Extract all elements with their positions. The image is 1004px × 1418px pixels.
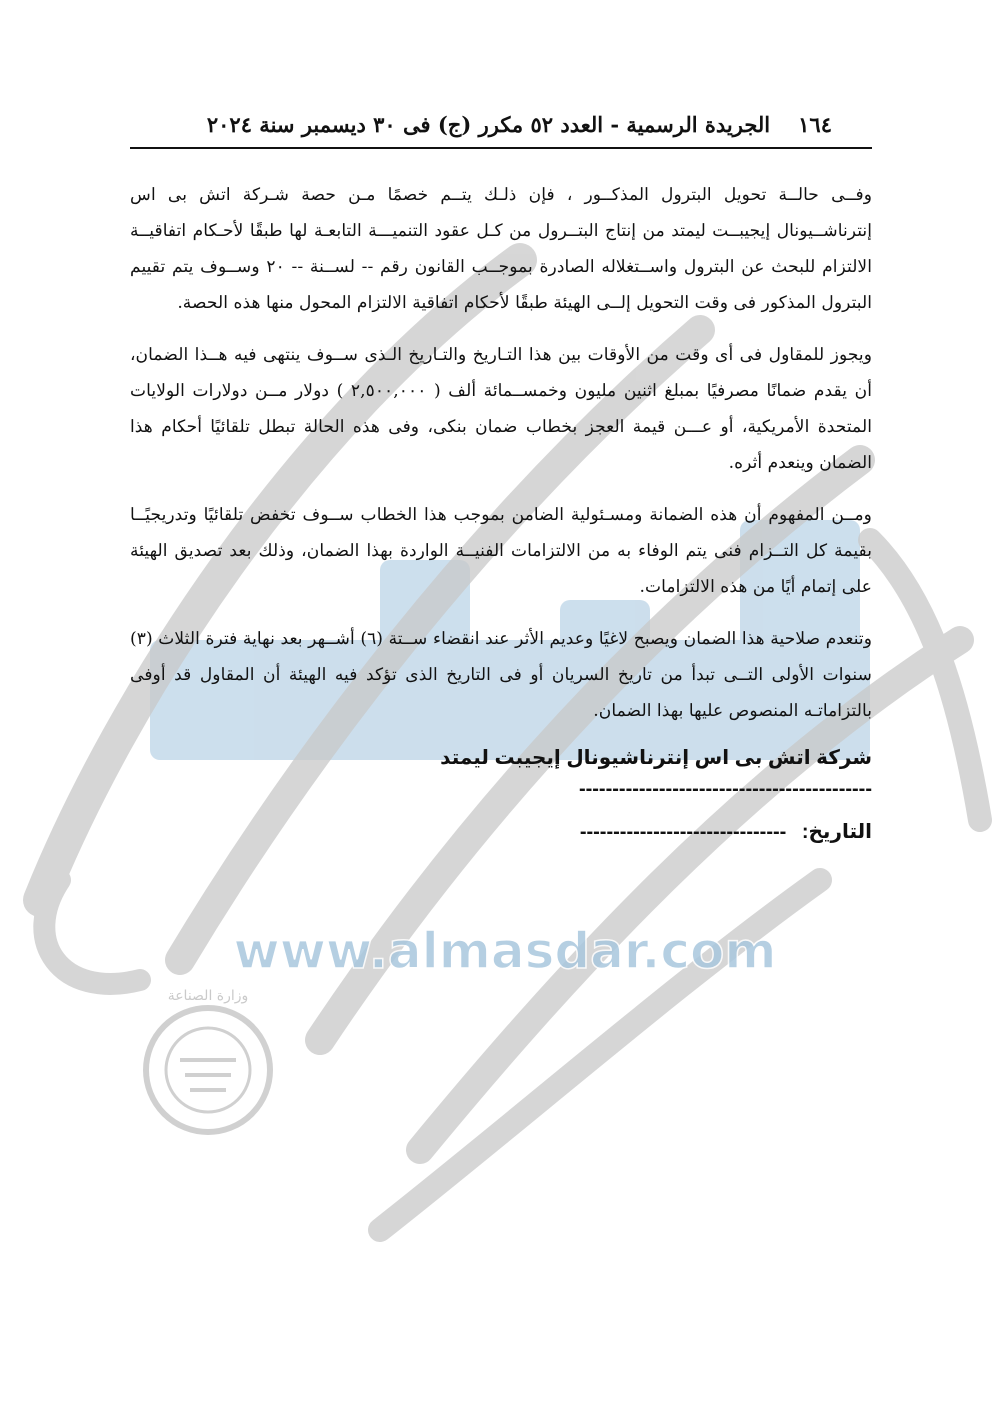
document-page: [130, 108, 872, 844]
paragraph-reduction: ومــن المفهوم أن هذه الضمانة ومسـئولية الضامن بموجب هذا الخطاب ســوف تخفض تلقائيًا وتدريجيًــا بقيمة كل التــزام فنى يتم الوفاء به من الالتزامات الفنيــة الواردة بهذا الضمان، وذلك بعد تصديق الهيئة على إتمام أيًا من هذه الالتزامات.: [130, 505, 872, 597]
paragraph-bank-guarantee: ويجوز للمقاول فى أى وقت من الأوقات بين هذا التـاريخ والتـاريخ الـذى ســوف ينتهى فيه هــذا الضمان، أن يقدم ضمانًا مصرفيًا بمبلغ اثنين مليون وخمســمائة ألف ( ٢,٥٠٠,٠٠٠ ) دولار مــن دولارات الولايات المتحدة الأمريكية، أو عـــن قيمة العجز بخطاب ضمان بنكى، وفى هذه الحالة تبطل تلقائيًا أحكام هذا الضمان وينعدم أثره.: [130, 345, 872, 473]
company-name: شركة اتش بى اس إنترناشيونال إيجيبت ليمتد: [440, 747, 872, 769]
paragraph-transfer: وفــى حالــة تحويل البترول المذكــور ، فإن ذلـك يتــم خصمًا مـن حصة شـركة اتش بى اس إنترناشــيونال إيجيبــت ليمتد من إنتاج البتــرول من كـل عقود التنميـــة التابعـة لها طبقًا لأحـكام اتفاقيــة الالتزام للبحث عن البترول واســتغلاله الصادرة بموجــب القانون رقم -- لســنة -- ٢٠ وســوف يتم تقييم البترول المذكور فى وقت التحويل إلــى الهيئة طبقًا لأحكام اتفاقية الالتزام المحول منها هذه الحصة.: [130, 185, 873, 313]
gazette-issue-title: الجريدة الرسمية - العدد ٥٢ مكرر (ج) فى ٣٠ ديسمبر سنة ٢٠٢٤: [206, 112, 771, 137]
paragraph-expiry: وتنعدم صلاحية هذا الضمان ويصبح لاغيًا وعديم الأثر عند انقضاء ســتة (٦) أشــهر بعد نهاية فترة الثلاث (٣) سنوات الأولى التــى تبدأ من تاريخ السريان أو فى التاريخ الذى تؤكد فيه الهيئة أن المقاول قد أوفى بالتزاماتـه المنصوص عليها بهذا الضمان.: [130, 629, 872, 721]
date-row: [130, 819, 872, 844]
watermark-seal-text: وزارة الصناعة: [167, 988, 249, 1004]
date-line: -------------------------------: [579, 821, 787, 843]
watermark-seal: [146, 1008, 270, 1132]
page-header: [130, 108, 872, 149]
page-number: ١٦٤: [798, 112, 832, 137]
watermark-url: www.almasdar.com: [233, 922, 777, 980]
date-label: التاريخ:: [801, 821, 872, 843]
signature-line: --------------------------------------------: [578, 778, 872, 800]
